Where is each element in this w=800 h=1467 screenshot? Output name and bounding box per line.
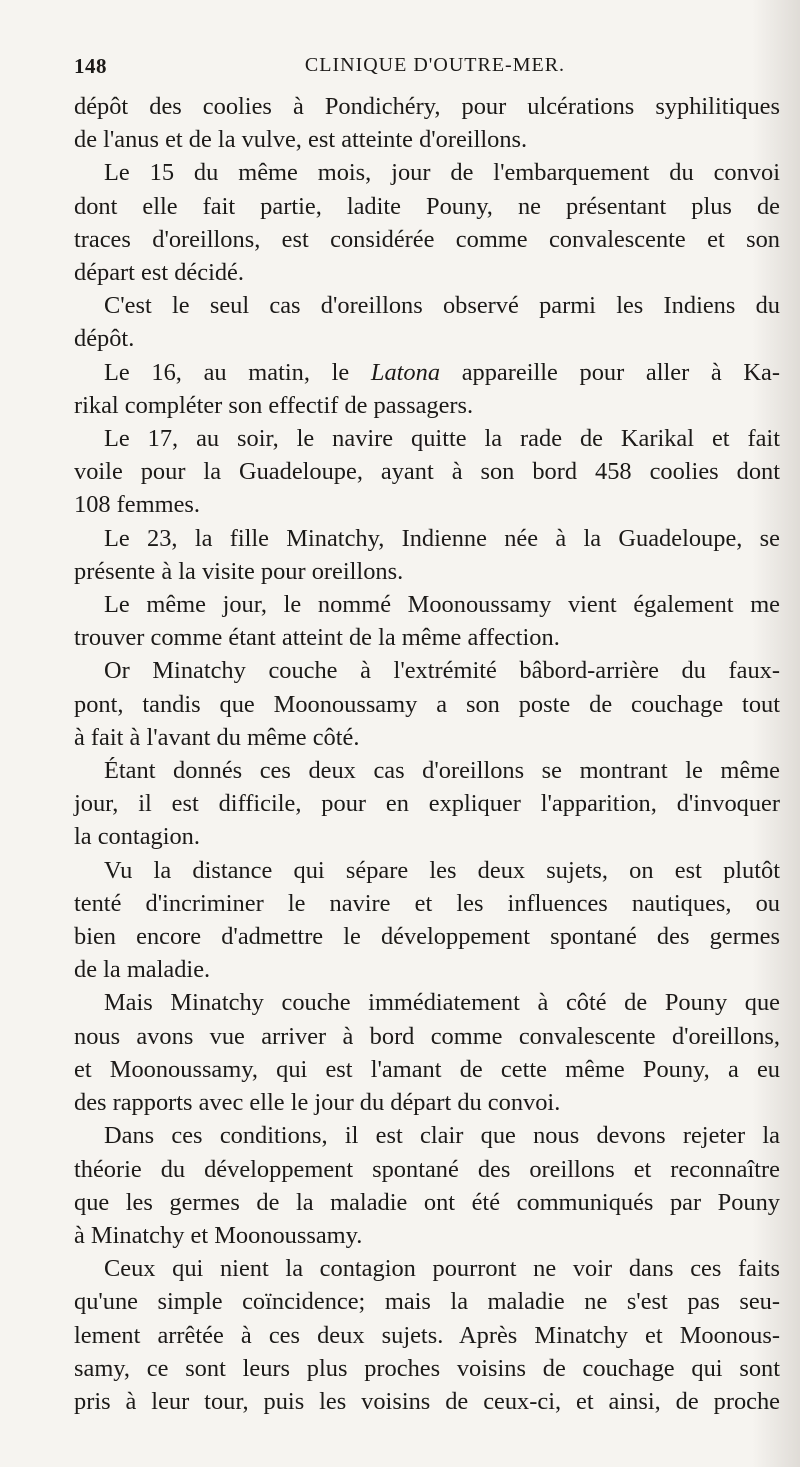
paragraph — [74, 422, 780, 522]
paragraph — [74, 1252, 780, 1418]
text-line: des rapports avec elle le jour du départ du convoi. — [74, 1089, 561, 1117]
ship-name: Latona — [370, 358, 441, 386]
text-line: Ceux qui nient la contagion pourront ne voir dans ces faits — [104, 1255, 780, 1283]
text-line: Le 23, la fille Minatchy, Indienne née à la Guadeloupe, se — [104, 524, 780, 552]
text-line: Mais Minatchy couche immédiatement à côté de Pouny que — [104, 989, 780, 1017]
text-line: C'est le seul cas d'oreillons observé parmi les Indiens du — [104, 292, 780, 320]
text-line: voile pour la Guadeloupe, ayant à son bord 458 coolies dont — [74, 458, 780, 486]
text-line: Dans ces conditions, il est clair que nous devons rejeter la — [104, 1122, 780, 1150]
paragraph — [74, 90, 780, 156]
body-text — [74, 90, 780, 1418]
text-line: Le même jour, le nommé Moonoussamy vient également me — [104, 591, 780, 619]
text-line: traces d'oreillons, est considérée comme convalescente et son — [74, 225, 780, 253]
text-line: théorie du développement spontané des oreillons et reconnaître — [74, 1155, 780, 1183]
text-line: présente à la visite pour oreillons. — [74, 557, 404, 585]
text-line: que les germes de la maladie ont été communiqués par Pouny — [74, 1188, 780, 1216]
text-line: de la maladie. — [74, 956, 211, 984]
text-line: bien encore d'admettre le développement spontané des germes — [74, 923, 780, 951]
text-line: à Minatchy et Moonoussamy. — [74, 1221, 363, 1249]
paragraph — [74, 986, 780, 1119]
paragraph — [74, 356, 780, 422]
paragraph — [74, 854, 780, 987]
paragraph — [74, 1119, 780, 1252]
text-line: pris à leur tour, puis les voisins de ceux-ci, et ainsi, de proche — [74, 1387, 780, 1415]
text-line: jour, il est difficile, pour en expliquer l'apparition, d'invoquer — [74, 790, 780, 818]
paragraph — [74, 156, 780, 289]
text-line: dont elle fait partie, ladite Pouny, ne présentant plus de — [74, 192, 780, 220]
paragraph — [74, 754, 780, 854]
text-line: rikal compléter son effectif de passagers. — [74, 391, 474, 419]
text-line: qu'une simple coïncidence; mais la maladie ne s'est pas seu- — [74, 1288, 780, 1316]
text-line: Le 15 du même mois, jour de l'embarquement du convoi — [104, 159, 780, 187]
text-line: tenté d'incriminer le navire et les influences nautiques, ou — [74, 889, 780, 917]
text-segment: Le 16, au matin, le — [104, 358, 371, 386]
text-line: lement arrêtée à ces deux sujets. Après Minatchy et Moonous- — [74, 1321, 780, 1349]
paragraph — [74, 654, 780, 754]
running-head — [74, 54, 756, 84]
text-line: dépôt des coolies à Pondichéry, pour ulcérations syphilitiques — [74, 93, 780, 120]
text-line: Or Minatchy couche à l'extrémité bâbord-arrière du faux- — [104, 657, 780, 685]
paragraph — [74, 289, 780, 355]
page-number: 148 — [74, 54, 107, 78]
text-line: nous avons vue arriver à bord comme convalescente d'oreillons, — [74, 1022, 780, 1050]
text-line: 108 femmes. — [74, 491, 200, 519]
running-title: CLINIQUE D'OUTRE-MER. — [304, 54, 566, 76]
text-line: trouver comme étant atteint de la même affection. — [74, 624, 560, 652]
paragraph — [74, 588, 780, 654]
text-line: départ est décidé. — [74, 259, 244, 287]
text-line: la contagion. — [74, 823, 200, 851]
paragraph — [74, 522, 780, 588]
text-line: Vu la distance qui sépare les deux sujets, on est plutôt — [104, 856, 780, 884]
text-line: pont, tandis que Moonoussamy a son poste de couchage tout — [74, 690, 780, 718]
text-segment: appareille pour aller à Ka- — [440, 358, 780, 386]
text-line: Le 17, au soir, le navire quitte la rade de Karikal et fait — [104, 425, 780, 453]
text-line: et Moonoussamy, qui est l'amant de cette même Pouny, a eu — [74, 1055, 780, 1083]
text-line — [74, 356, 780, 389]
text-line: samy, ce sont leurs plus proches voisins de couchage qui sont — [74, 1354, 780, 1382]
text-line: à fait à l'avant du même côté. — [74, 723, 360, 751]
text-line: Étant donnés ces deux cas d'oreillons se montrant le même — [104, 757, 780, 785]
text-line: de l'anus et de la vulve, est atteinte d'oreillons. — [74, 126, 528, 154]
text-line: dépôt. — [74, 325, 135, 353]
